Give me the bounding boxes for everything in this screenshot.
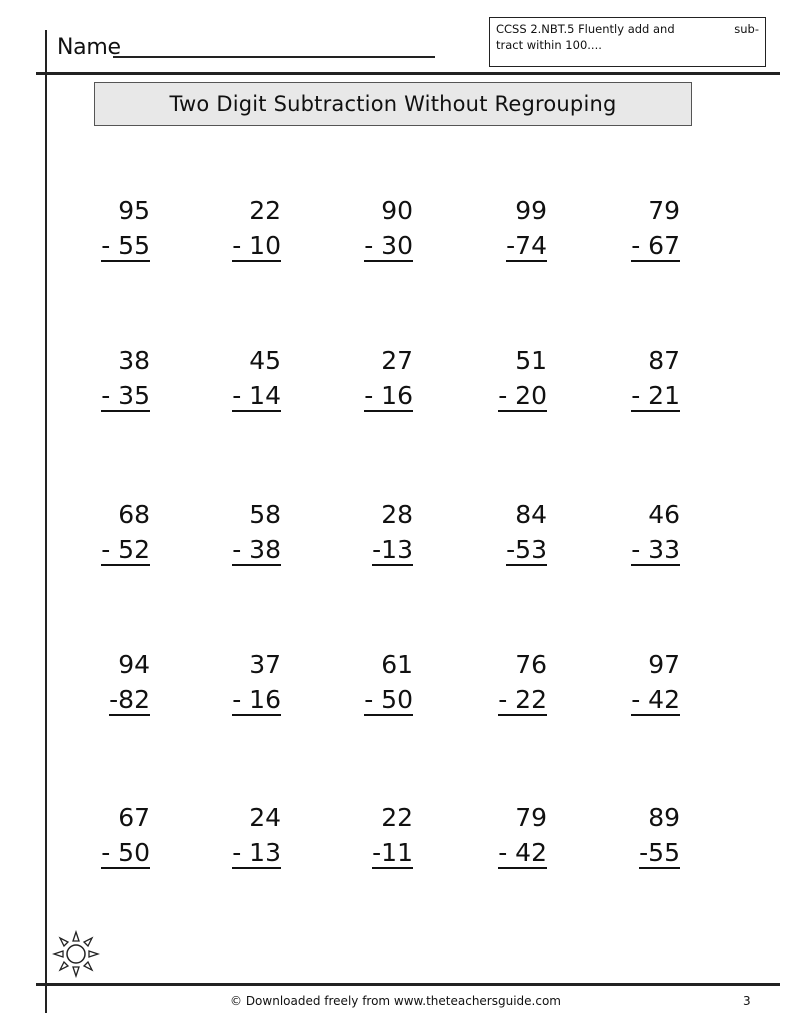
minuend: 95 — [118, 196, 150, 225]
subtrahend: - 38 — [232, 535, 281, 564]
subtrahend: - 16 — [232, 685, 281, 714]
minuend: 79 — [648, 196, 680, 225]
subtrahend: -55 — [639, 838, 680, 867]
problem-item — [437, 803, 547, 873]
minuend: 38 — [118, 346, 150, 375]
minuend: 97 — [648, 650, 680, 679]
subtrahend: -13 — [372, 535, 413, 564]
minuend: 28 — [381, 500, 413, 529]
problem-item — [437, 650, 547, 720]
minuend: 46 — [648, 500, 680, 529]
problem-item — [303, 196, 413, 266]
standard-text-line2: tract within 100.... — [496, 38, 602, 52]
problem-item — [171, 346, 281, 416]
name-blank-line[interactable] — [113, 56, 435, 58]
minuend: 89 — [648, 803, 680, 832]
minuend: 68 — [118, 500, 150, 529]
subtrahend: -82 — [109, 685, 150, 714]
subtrahend: - 50 — [101, 838, 150, 867]
problem-item — [171, 500, 281, 570]
subtrahend: - 14 — [232, 381, 281, 410]
minuend: 27 — [381, 346, 413, 375]
subtrahend: - 52 — [101, 535, 150, 564]
subtrahend: - 10 — [232, 231, 281, 260]
minuend: 90 — [381, 196, 413, 225]
subtrahend: - 22 — [498, 685, 547, 714]
problem-item — [303, 650, 413, 720]
problem-item — [171, 803, 281, 873]
subtrahend: - 67 — [631, 231, 680, 260]
minuend: 84 — [515, 500, 547, 529]
problem-item — [171, 196, 281, 266]
footer-credit: © Downloaded freely from www.theteachersguide.com — [230, 994, 561, 1008]
page-number: 3 — [743, 994, 751, 1008]
subtrahend: - 35 — [101, 381, 150, 410]
standard-text-hyphen: sub- — [734, 22, 759, 36]
minuend: 61 — [381, 650, 413, 679]
subtrahend: - 30 — [364, 231, 413, 260]
standards-box — [489, 17, 766, 67]
subtrahend: - 50 — [364, 685, 413, 714]
minuend: 51 — [515, 346, 547, 375]
minuend: 58 — [249, 500, 281, 529]
subtrahend: - 42 — [631, 685, 680, 714]
subtrahend: - 20 — [498, 381, 547, 410]
problem-item — [437, 500, 547, 570]
standard-text-line1: CCSS 2.NBT.5 Fluently add and — [496, 22, 675, 36]
problem-item — [303, 346, 413, 416]
problem-item — [570, 346, 680, 416]
subtrahend: - 42 — [498, 838, 547, 867]
problem-item — [40, 346, 150, 416]
problem-item — [40, 803, 150, 873]
problem-item — [171, 650, 281, 720]
problem-item — [40, 500, 150, 570]
problem-item — [40, 196, 150, 266]
footer-rule — [36, 983, 780, 986]
problem-item — [40, 650, 150, 720]
minuend: 45 — [249, 346, 281, 375]
worksheet-title-text: Two Digit Subtraction Without Regrouping — [169, 92, 617, 116]
subtrahend: - 55 — [101, 231, 150, 260]
minuend: 87 — [648, 346, 680, 375]
minuend: 22 — [249, 196, 281, 225]
subtrahend: -11 — [372, 838, 413, 867]
minuend: 76 — [515, 650, 547, 679]
minuend: 99 — [515, 196, 547, 225]
minuend: 67 — [118, 803, 150, 832]
subtrahend: - 13 — [232, 838, 281, 867]
name-label: Name — [57, 35, 121, 60]
subtrahend: - 21 — [631, 381, 680, 410]
subtrahend: -53 — [506, 535, 547, 564]
minuend: 79 — [515, 803, 547, 832]
subtrahend: - 33 — [631, 535, 680, 564]
problem-item — [437, 346, 547, 416]
header-rule — [36, 72, 780, 75]
problem-item — [570, 196, 680, 266]
problem-item — [303, 500, 413, 570]
problem-item — [570, 650, 680, 720]
subtrahend: - 16 — [364, 381, 413, 410]
problem-item — [303, 803, 413, 873]
minuend: 37 — [249, 650, 281, 679]
problem-item — [570, 500, 680, 570]
sun-icon — [52, 930, 100, 978]
problem-item — [437, 196, 547, 266]
problem-item — [570, 803, 680, 873]
minuend: 22 — [381, 803, 413, 832]
minuend: 24 — [249, 803, 281, 832]
minuend: 94 — [118, 650, 150, 679]
subtrahend: -74 — [506, 231, 547, 260]
worksheet-title — [94, 82, 692, 126]
